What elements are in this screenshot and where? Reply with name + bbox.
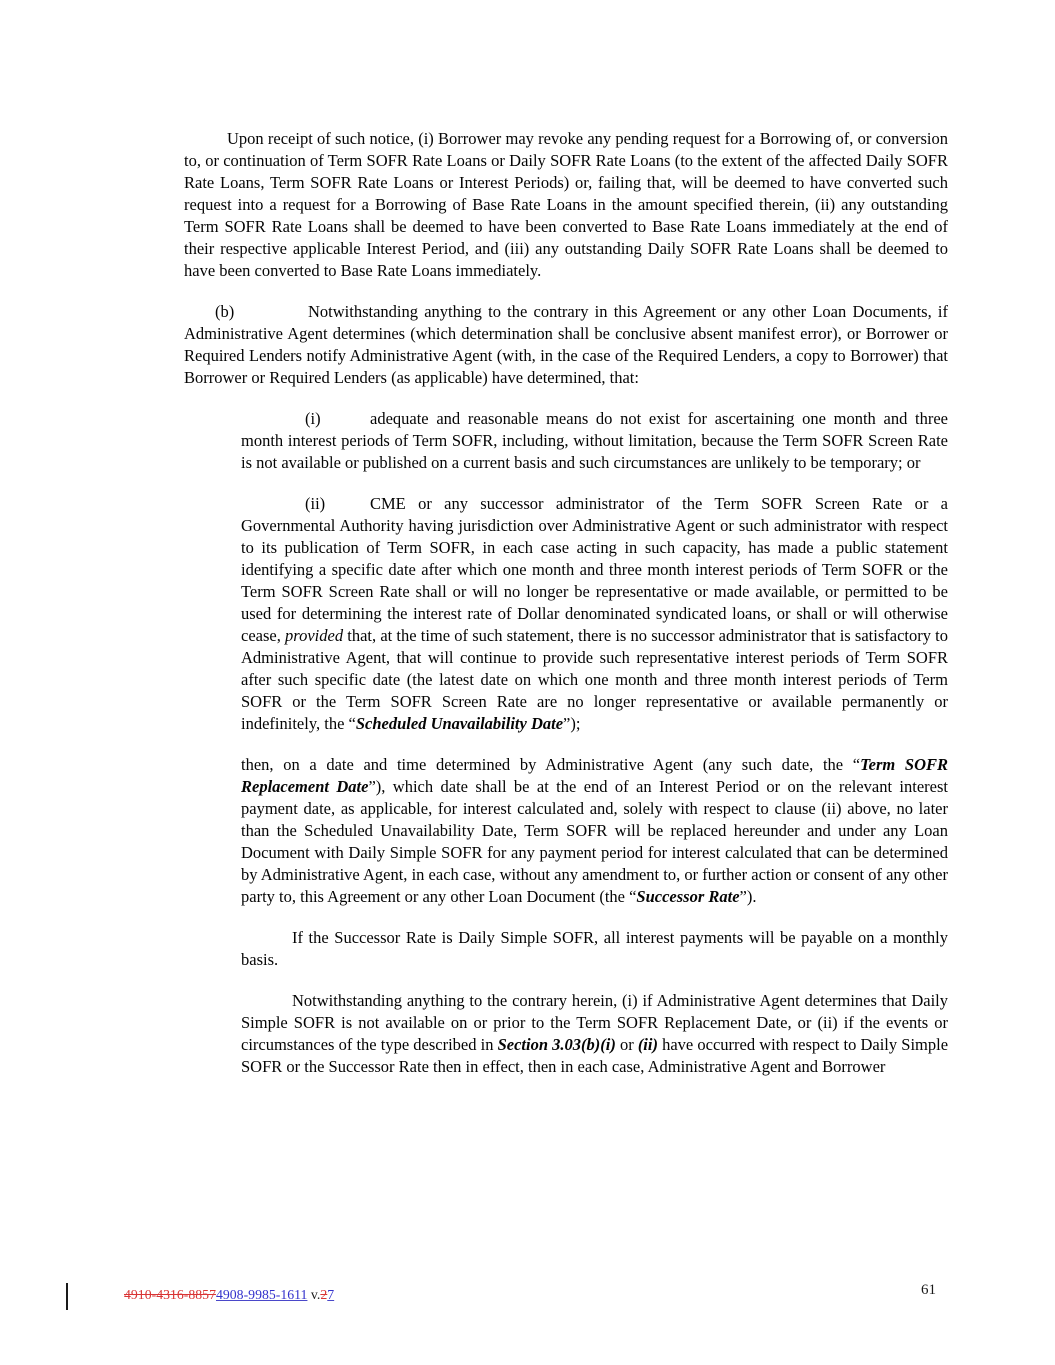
page-number: 61 xyxy=(921,1282,936,1298)
revision-change-bar xyxy=(66,1283,68,1310)
version-prefix: v. xyxy=(307,1287,321,1302)
clause-b-text: Notwithstanding anything to the contrary in this Agreement or any other Loan Documents, if Administrative Agent determines (which determination shall be conclusive absent manifest error), or Borrower or Required Lenders notify Administrative Agent (with, in the case of the Required Lenders, a copy to Borrower) that Borrower or Required Lenders (as applicable) have determined, that: xyxy=(184,302,948,387)
inserted-version-number: 7 xyxy=(327,1287,335,1302)
paragraph-notwithstanding-herein xyxy=(241,990,948,1078)
clause-ii-provided-term: provided xyxy=(285,626,344,645)
section-303bi-reference: Section 3.03(b)(i) xyxy=(497,1035,616,1054)
clause-ii-label: (ii) xyxy=(305,494,326,513)
clause-ii-text-2: that, at the time of such statement, there is no successor administrator that is satisfactory to Administrative Agent, that will continue to provide such representative interest periods of Term SOFR after such specific date (the latest date on which one month and three month interest periods of Term SOFR or the Term SOFR Screen Rate are no longer representative or available permanently or indefinitely, the “ xyxy=(241,626,948,733)
clause-i-paragraph xyxy=(241,408,948,474)
clause-ii-text-3: ”); xyxy=(563,714,581,733)
clause-i-text: adequate and reasonable means do not exist for ascertaining one month and three month interest periods of Term SOFR, including, without limitation, because the Term SOFR Screen Rate is not available or published on a current basis and such circumstances are unlikely to be temporary; or xyxy=(241,409,948,472)
paragraph-replacement-date xyxy=(241,754,948,908)
replacement-text-2: ”), which date shall be at the end of an Interest Period or on the relevant interest payment date, as applicable, for interest calculated and, solely with respect to clause (ii) above, no later than the Scheduled Unavailability Date, Term SOFR will be replaced hereunder and under any Loan Document with Daily Simple SOFR for any payment period for interest calculated that can be determined by Administrative Agent, in each case, without any amendment to, or further action or consent of any other party to, this Agreement or any other Loan Document (the “ xyxy=(241,777,948,906)
replacement-text-1: then, on a date and time determined by Administrative Agent (any such date, the “ xyxy=(241,755,861,774)
clause-ii-text-1: CME or any successor administrator of the Term SOFR Screen Rate or a Governmental Authority having jurisdiction over Administrative Agent or such administrator with respect to its publication of Term SOFR, in each case acting in such capacity, has made a public statement identifying a specific date after which one month and three month interest periods of Term SOFR or the Term SOFR Screen Rate shall or will no longer be representative or made available, or permitted to be used for determining the interest rate of Dollar denominated syndicated loans, or shall or will otherwise cease, xyxy=(241,494,948,645)
document-body xyxy=(0,128,1055,1097)
clause-b-label: (b) xyxy=(215,302,235,321)
paragraph-notice-revocation: Upon receipt of such notice, (i) Borrower may revoke any pending request for a Borrowing of, or conversion to, or continuation of Term SOFR Rate Loans or Daily SOFR Rate Loans (to the extent of the affected Daily SOFR Rate Loans, Term SOFR Rate Loans or Interest Periods) or, failing that, will be deemed to have converted such request into a request for a Borrowing of Base Rate Loans in the amount specified therein, (ii) any outstanding Term SOFR Rate Loans shall be deemed to have been converted to Base Rate Loans immediately at the end of their respective applicable Interest Period, and (iii) any outstanding Daily SOFR Rate Loans shall be deemed to have been converted to Base Rate Loans immediately. xyxy=(184,129,948,280)
paragraph-b-notwithstanding xyxy=(184,301,948,389)
clause-ii-paragraph xyxy=(241,493,948,735)
herein-text-1: Notwithstanding anything to the contrary herein, (i) if Administrative Agent determines that Daily Simple SOFR is not available on or prior to the Term SOFR Replacement Date, or (ii) if the events or circumstances of the type described in xyxy=(241,991,948,1054)
clause-ii-reference: (ii) xyxy=(637,1035,658,1054)
replacement-text-3: ”). xyxy=(739,887,757,906)
clause-i-label: (i) xyxy=(305,409,321,428)
deleted-version-number: 2 xyxy=(320,1287,328,1302)
paragraph-monthly-basis: If the Successor Rate is Daily Simple SOFR, all interest payments will be payable on a monthly basis. xyxy=(241,928,948,969)
herein-text-3: have occurred with respect to Daily Simple SOFR or the Successor Rate then in effect, then in each case, Administrative Agent and Borrower xyxy=(241,1035,949,1076)
deleted-doc-id: 4910-4316-8857 xyxy=(124,1287,216,1302)
document-id-stamp xyxy=(124,1286,334,1304)
inserted-doc-id: 4908-9985-1611 xyxy=(215,1287,308,1302)
successor-rate-term: Successor Rate xyxy=(636,887,740,906)
term-sofr-replacement-date-term: Term SOFR Replacement Date xyxy=(241,755,949,796)
scheduled-unavailability-date-term: Scheduled Unavailability Date xyxy=(355,714,564,733)
herein-text-2: or xyxy=(615,1035,638,1054)
